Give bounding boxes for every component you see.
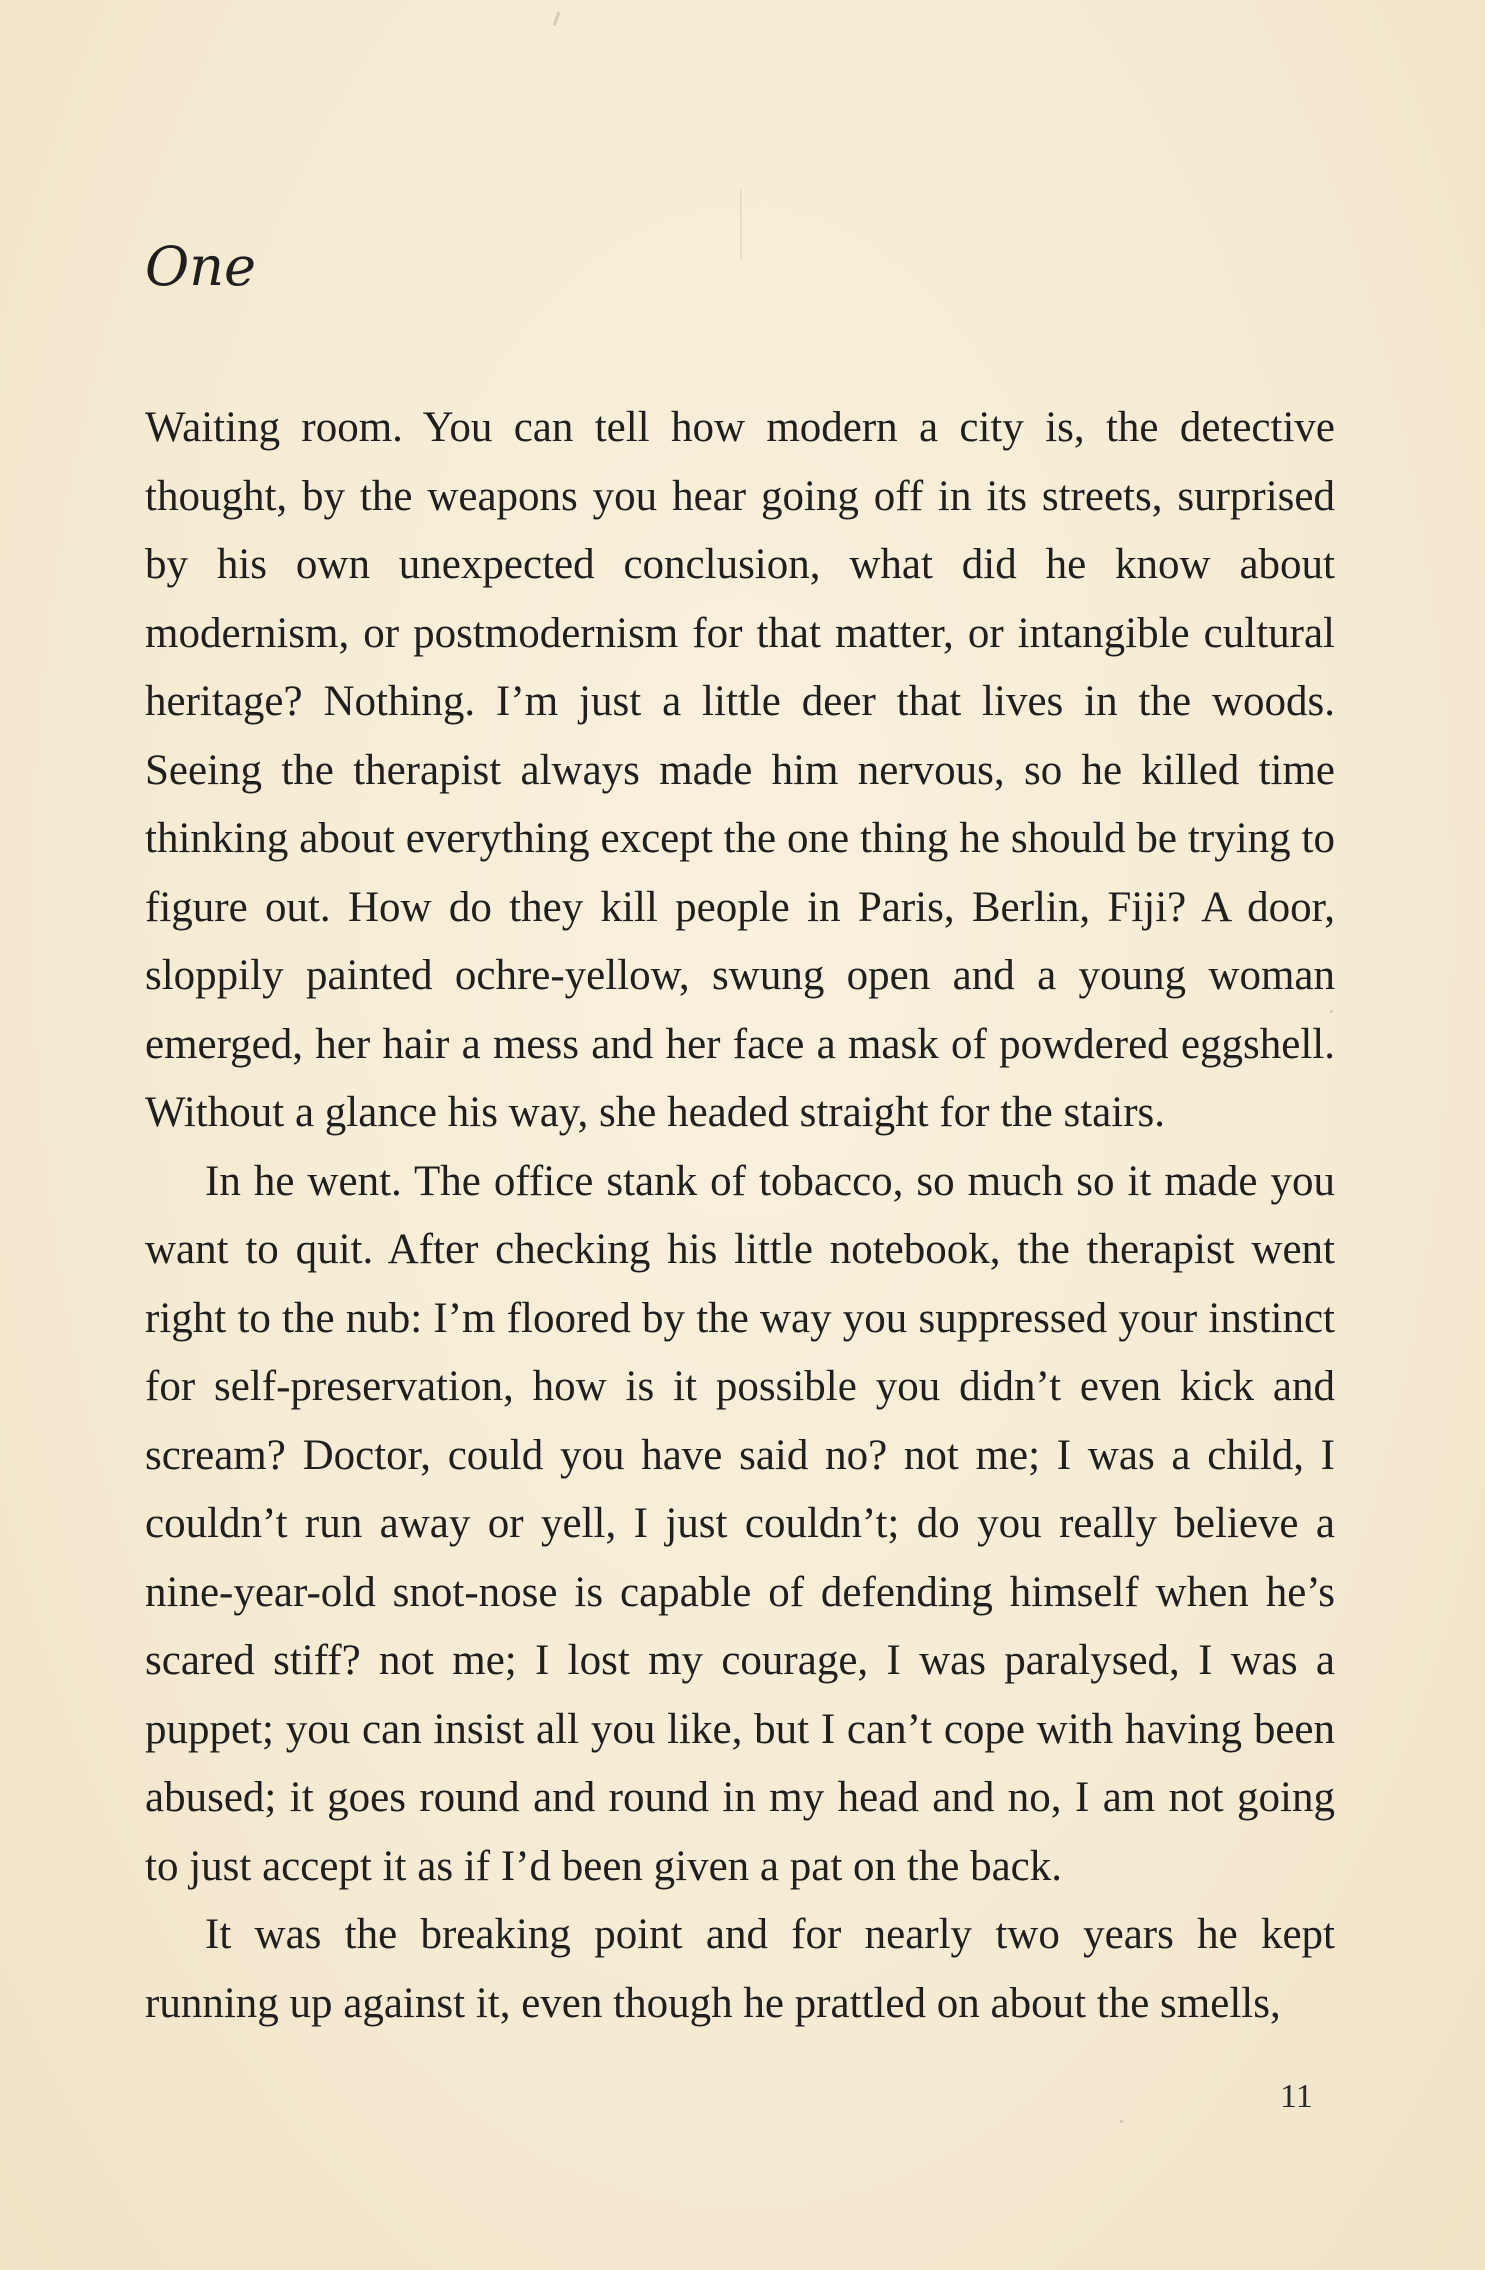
paper-speck <box>1330 1010 1333 1013</box>
paragraph-3: It was the breaking point and for nearly two years he kept running up against it, even though he prattled on about the smells, <box>145 1911 1335 2027</box>
chapter-title: One <box>145 235 257 298</box>
paper-speck <box>1120 2120 1123 2123</box>
paper-speck <box>740 190 742 260</box>
page-number: 11 <box>1280 2078 1313 2115</box>
body-text <box>145 394 1335 2038</box>
paper-speck <box>553 12 561 26</box>
paragraph-1: Waiting room. You can tell how modern a city is, the detective thought, by the weapons you hear going off in its streets, surprised by his own unexpected conclusion, what did he know about modernism, or postmodernism for that matter, or intangible cultural heritage? Nothing. I’m just a little deer that lives in the woods. Seeing the therapist always made him nervous, so he killed time thinking about everything except the one thing he should be trying to figure out. How do they kill people in Paris, Berlin, Fiji? A door, sloppily painted ochre-yellow, swung open and a young woman emerged, her hair a mess and her face a mask of powdered eggshell. Without a glance his way, she headed straight for the stairs. <box>145 404 1335 1136</box>
paragraph-2: In he went. The office stank of tobacco, so much so it made you want to quit. After checking his little notebook, the therapist went right to the nub: I’m floored by the way you suppressed your instinct for self-preservation, how is it possible you didn’t even kick and scream? Doctor, could you have said no? not me; I was a child, I couldn’t run away or yell, I just couldn’t; do you really believe a nine-year-old snot-nose is capable of defending himself when he’s scared stiff? not me; I lost my courage, I was paralysed, I was a puppet; you can insist all you like, but I can’t cope with having been abused; it goes round and round in my head and no, I am not going to just accept it as if I’d been given a pat on the back. <box>145 1157 1335 1890</box>
